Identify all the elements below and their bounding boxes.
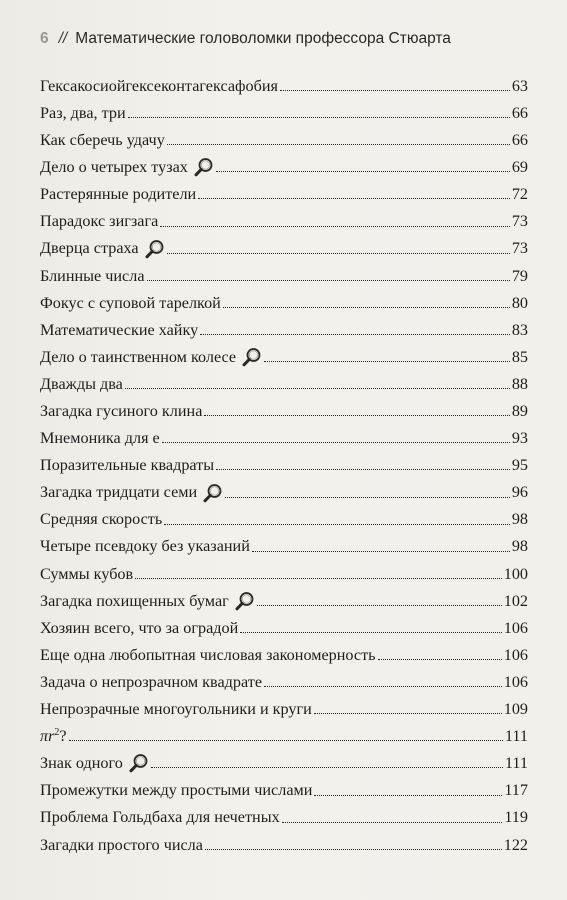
- toc-entry-title: Парадокс зигзага: [40, 212, 159, 231]
- dot-leader: [69, 740, 503, 741]
- dot-leader: [205, 849, 502, 850]
- toc-entry-page: 69: [511, 158, 528, 177]
- toc-entry-page: 73: [511, 239, 528, 258]
- toc-entry-page: 95: [511, 456, 528, 475]
- magnifier-icon: [203, 483, 223, 503]
- toc-entry-title: Дважды два: [40, 374, 123, 393]
- dot-leader: [223, 307, 510, 308]
- toc-entry-title: Как сберечь удачу: [40, 131, 165, 150]
- toc-entry-title: Проблема Гольдбаха для нечетных: [40, 808, 280, 827]
- toc-entry-title: Мнемоника для e: [40, 429, 160, 448]
- toc-entry-page: 80: [511, 293, 528, 312]
- toc-entry[interactable]: [40, 771, 528, 798]
- dot-leader: [200, 334, 510, 335]
- toc-entry-title: Загадка тридцати семи: [40, 483, 198, 502]
- toc-entry-title: Раз, два, три: [40, 103, 126, 122]
- toc-entry[interactable]: [40, 148, 528, 175]
- magnifier-icon: [129, 753, 149, 773]
- toc-entry-page: 93: [511, 429, 528, 448]
- toc-entry[interactable]: [40, 94, 528, 121]
- table-of-contents: [40, 67, 528, 853]
- dot-leader: [198, 198, 510, 199]
- toc-entry[interactable]: [40, 555, 528, 582]
- magnifier-icon: [235, 591, 255, 611]
- dot-leader: [160, 226, 510, 227]
- dot-leader: [167, 253, 510, 254]
- toc-entry-page: 66: [511, 131, 528, 150]
- toc-entry-page: 96: [511, 483, 528, 502]
- toc-entry[interactable]: [40, 230, 528, 257]
- dot-leader: [257, 605, 502, 606]
- dot-leader: [264, 361, 510, 362]
- toc-entry-page: 63: [511, 76, 528, 95]
- dot-leader: [147, 280, 510, 281]
- toc-entry-title: Хозяин всего, что за оградой: [40, 618, 239, 637]
- toc-entry-page: 72: [511, 185, 528, 204]
- toc-entry-page: 83: [511, 320, 528, 339]
- dot-leader: [135, 578, 502, 579]
- toc-entry[interactable]: [40, 67, 528, 94]
- formula-base: πr: [40, 727, 55, 746]
- toc-entry-page: 73: [511, 212, 528, 231]
- formula-tail: ?: [59, 727, 67, 746]
- toc-entry-page: 106: [503, 672, 528, 691]
- magnifier-icon: [145, 239, 165, 259]
- dot-leader: [225, 497, 510, 498]
- toc-entry-page: 88: [511, 374, 528, 393]
- toc-entry-page: 102: [503, 591, 528, 610]
- dot-leader: [314, 795, 502, 796]
- toc-entry-title: Суммы кубов: [40, 564, 134, 583]
- toc-entry[interactable]: [40, 392, 528, 419]
- toc-entry-title: Поразительные квадраты: [40, 456, 215, 475]
- magnifier-icon: [242, 347, 262, 367]
- toc-entry[interactable]: [40, 690, 528, 717]
- toc-entry[interactable]: [40, 744, 528, 771]
- toc-entry-page: 66: [511, 103, 528, 122]
- dot-leader: [378, 659, 502, 660]
- toc-entry-page: 89: [511, 402, 528, 421]
- toc-entry[interactable]: [40, 311, 528, 338]
- toc-entry[interactable]: [40, 284, 528, 311]
- toc-entry-title: Загадка похищенных бумаг: [40, 591, 229, 610]
- page-number: 6: [40, 30, 49, 47]
- magnifier-icon: [194, 157, 214, 177]
- toc-entry-title: Блинные числа: [40, 266, 145, 285]
- toc-entry[interactable]: [40, 528, 528, 555]
- toc-entry-page: 111: [504, 727, 528, 746]
- toc-entry-page: 109: [503, 700, 528, 719]
- toc-entry[interactable]: [40, 175, 528, 202]
- dot-leader: [240, 632, 501, 633]
- toc-entry-title: Непрозрачные многоугольники и круги: [40, 700, 312, 719]
- toc-entry[interactable]: [40, 419, 528, 446]
- toc-entry-page: 98: [511, 510, 528, 529]
- dot-leader: [216, 469, 510, 470]
- toc-entry-title: Еще одна любопытная числовая закономерность: [40, 645, 376, 664]
- toc-entry-page: 117: [504, 781, 528, 800]
- toc-entry[interactable]: [40, 501, 528, 528]
- toc-entry-title: Математические хайку: [40, 320, 199, 339]
- toc-entry-title: Дверца страха: [40, 239, 139, 258]
- dot-leader: [125, 388, 510, 389]
- toc-entry-title: Гексакосиойгексеконтагексафобия: [40, 76, 278, 95]
- toc-entry-page: 100: [503, 564, 528, 583]
- toc-entry-title: Четыре псевдоку без указаний: [40, 537, 250, 556]
- dot-leader: [162, 442, 510, 443]
- toc-entry-page: 98: [511, 537, 528, 556]
- toc-entry[interactable]: [40, 636, 528, 663]
- toc-entry-title: Загадка гусиного клина: [40, 402, 203, 421]
- dot-leader: [167, 144, 510, 145]
- toc-entry-title: Фокус с суповой тарелкой: [40, 293, 221, 312]
- toc-entry-page: 111: [504, 754, 528, 773]
- toc-entry-title: Промежутки между простыми числами: [40, 781, 313, 800]
- dot-leader: [280, 90, 510, 91]
- toc-entry-page: 106: [503, 645, 528, 664]
- toc-entry-title: Дело о таинственном колесе: [40, 347, 237, 366]
- toc-entry[interactable]: [40, 473, 528, 500]
- toc-entry[interactable]: [40, 609, 528, 636]
- formula-exponent: 2: [54, 727, 60, 739]
- toc-entry[interactable]: [40, 582, 528, 609]
- toc-entry-page: 79: [511, 266, 528, 285]
- header-separator: //: [58, 30, 68, 47]
- dot-leader: [314, 713, 502, 714]
- toc-entry-title: Задача о непрозрачном квадрате: [40, 672, 263, 691]
- dot-leader: [128, 117, 510, 118]
- toc-entry-title: Знак одного: [40, 754, 123, 773]
- toc-entry-title: Средняя скорость: [40, 510, 163, 529]
- toc-entry-title: Загадки простого числа: [40, 835, 203, 854]
- dot-leader: [151, 767, 503, 768]
- dot-leader: [164, 524, 510, 525]
- dot-leader: [264, 686, 502, 687]
- toc-entry-title: Дело о четырех тузах: [40, 158, 188, 177]
- dot-leader: [204, 415, 509, 416]
- toc-entry-title: [40, 728, 67, 744]
- running-head: [40, 30, 451, 48]
- toc-entry[interactable]: [40, 121, 528, 148]
- toc-entry[interactable]: [40, 799, 528, 826]
- toc-entry[interactable]: [40, 202, 528, 229]
- toc-entry-page: 119: [504, 808, 528, 827]
- toc-entry[interactable]: [40, 257, 528, 284]
- dot-leader: [252, 551, 510, 552]
- toc-entry[interactable]: [40, 717, 528, 744]
- dot-leader: [282, 822, 503, 823]
- dot-leader: [216, 171, 510, 172]
- toc-entry[interactable]: [40, 446, 528, 473]
- toc-entry-page: 122: [503, 835, 528, 854]
- toc-entry-page: 85: [511, 347, 528, 366]
- toc-entry-page: 106: [503, 618, 528, 637]
- toc-entry-title: Растерянные родители: [40, 185, 197, 204]
- toc-entry[interactable]: [40, 365, 528, 392]
- toc-entry[interactable]: [40, 826, 528, 853]
- book-title: Математические головоломки профессора Стюарта: [75, 30, 451, 47]
- toc-entry[interactable]: [40, 663, 528, 690]
- toc-entry[interactable]: [40, 338, 528, 365]
